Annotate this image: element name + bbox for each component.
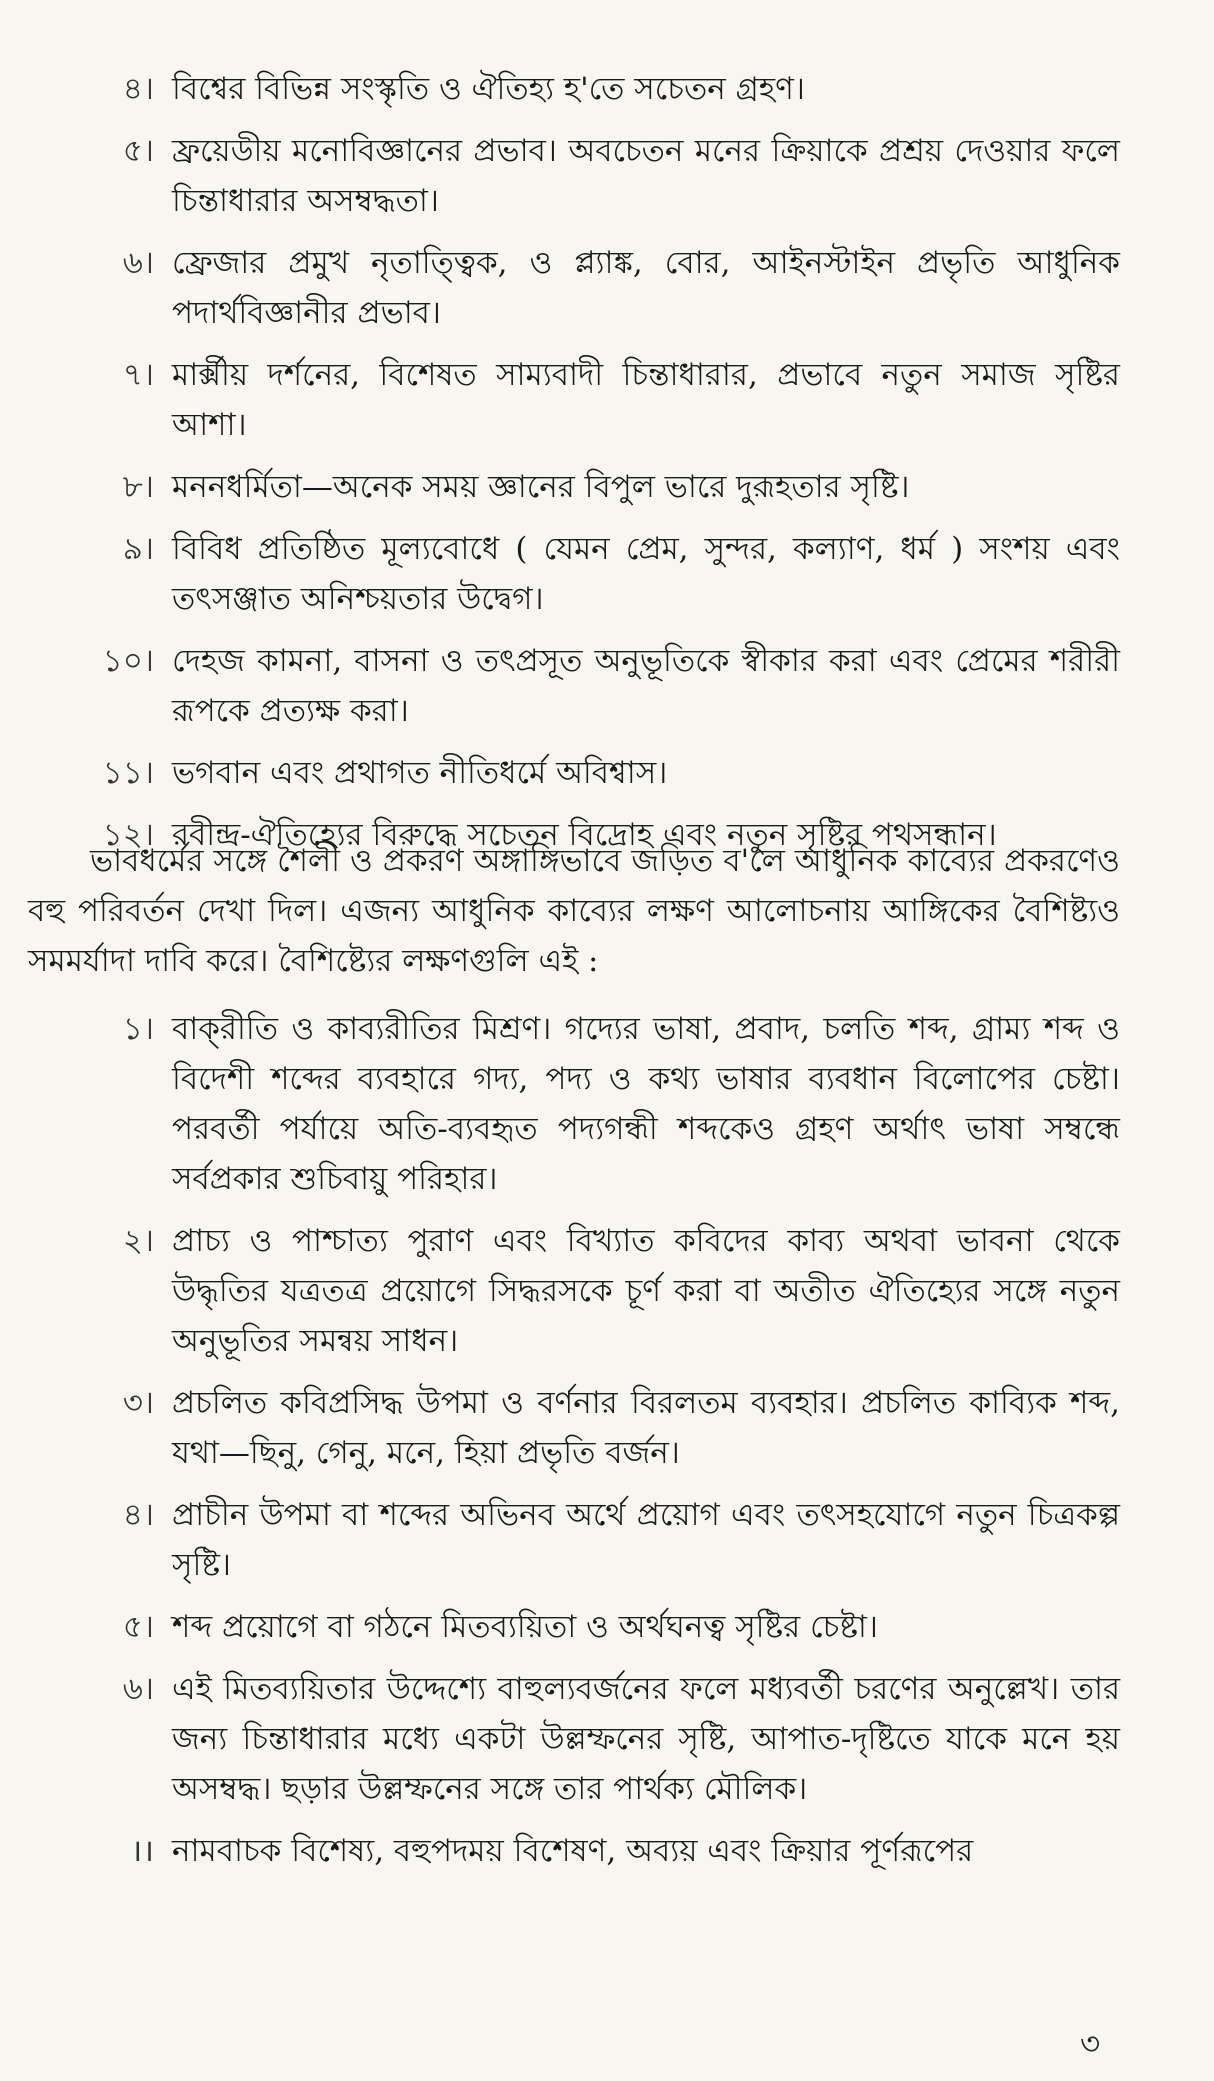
body-paragraph: ভাবধর্মের সঙ্গে শৈলী ও প্রকরণ অঙ্গাঙ্গিভাবে জড়িত ব'লে আধুনিক কাব্যের প্রকরণেও বহু পরিবর্তন দেখা দিল। এজন্য আধুনিক কাব্যের লক্ষণ আলোচনায় আঙ্গিকের বৈশিষ্ট্যও সমমর্যাদা দাবি করে। বৈশিষ্ট্যের লক্ষণগুলি এই : xyxy=(28,843,1120,979)
item-text: ফ্রয়েডীয় মনোবিজ্ঞানের প্রভাব। অবচেতন মনের ক্রিয়াকে প্রশ্রয় দেওয়ার ফলে চিন্তাধারার অসম্বদ্ধতা। xyxy=(172,133,1120,219)
item-number: ২। xyxy=(122,1223,154,1259)
item-number: ১২। xyxy=(102,817,154,853)
item-text: বাক্‌রীতি ও কাব্যরীতির মিশ্রণ। গদ্যের ভাষা, প্রবাদ, চলতি শব্দ, গ্রাম্য শব্দ ও বিদেশী শব্দের ব্যবহারে গদ্য, পদ্য ও কথ্য ভাষার ব্যবধান বিলোপের চেষ্টা। পরবর্তী পর্যায়ে অতি-ব্যবহৃত পদ্যগন্ধী শব্দকেও গ্রহণ অর্থাৎ ভাষা সম্বন্ধে সর্বপ্রকার শুচিবায়ু পরিহার। xyxy=(172,1011,1120,1197)
item-number: ৫। xyxy=(122,133,154,169)
item-number: ৭। xyxy=(122,357,154,393)
item-number: ৫। xyxy=(122,1609,154,1645)
style-list xyxy=(60,1004,1120,1876)
item-number: ১। xyxy=(122,1011,154,1047)
item-number: ৯। xyxy=(122,531,154,567)
item-text: শব্দ প্রয়োগে বা গঠনে মিতব্যয়িতা ও অর্থঘনত্ব সৃষ্টির চেষ্টা। xyxy=(172,1609,879,1645)
list-item xyxy=(60,1490,1120,1590)
item-text: ভগবান এবং প্রথাগত নীতিধর্মে অবিশ্বাস। xyxy=(172,755,668,791)
item-number: ৪। xyxy=(122,71,154,107)
list-item xyxy=(60,64,1120,114)
item-text: নামবাচক বিশেষ্য, বহুপদময় বিশেষণ, অব্যয় এবং ক্রিয়ার পূর্ণরূপের xyxy=(172,1833,974,1869)
item-number: ১০। xyxy=(102,643,154,679)
item-text: বিবিধ প্রতিষ্ঠিত মূল্যবোধে ( যেমন প্রেম, সুন্দর, কল্যাণ, ধর্ম ) সংশয় এবং তৎসঞ্জাত অনিশ্চয়তার উদ্বেগ। xyxy=(172,531,1120,617)
page-number: ৩ xyxy=(1080,2026,1101,2062)
list-item xyxy=(60,238,1120,338)
list-item xyxy=(60,1826,1120,1876)
list-item xyxy=(60,462,1120,512)
list-item xyxy=(60,1602,1120,1652)
list-item xyxy=(60,636,1120,736)
item-number: ৪। xyxy=(122,1497,154,1533)
item-text: ফ্রেজার প্রমুখ নৃতাত্ত্বিক, ও প্ল্যাঙ্ক, বোর, আইনস্টাইন প্রভৃতি আধুনিক পদার্থবিজ্ঞানীর প্রভাব। xyxy=(172,245,1120,331)
item-text: মননধর্মিতা—অনেক সময় জ্ঞানের বিপুল ভারে দুরূহতার সৃষ্টি। xyxy=(172,469,910,505)
list-item xyxy=(60,1004,1120,1204)
item-text: এই মিতব্যয়িতার উদ্দেশ্যে বাহুল্যবর্জনের ফলে মধ্যবর্তী চরণের অনুল্লেখ। তার জন্য চিন্তাধারার মধ্যে একটা উল্লম্ফনের সৃষ্টি, আপাত-দৃষ্টিতে যাকে মনে হয় অসম্বদ্ধ। ছড়ার উল্লম্ফনের সঙ্গে তার পার্থক্য মৌলিক। xyxy=(172,1671,1120,1807)
item-text: রবীন্দ্র-ঐতিহ্যের বিরুদ্ধে সচেতন বিদ্রোহ এবং নতুন সৃষ্টির পথসন্ধান। xyxy=(172,817,997,853)
item-text: দেহজ কামনা, বাসনা ও তৎপ্রসূত অনুভূতিকে স্বীকার করা এবং প্রেমের শরীরী রূপকে প্রত্যক্ষ করা। xyxy=(172,643,1120,729)
item-number: ১১। xyxy=(102,755,154,791)
list-item xyxy=(60,1664,1120,1814)
item-number: ৬। xyxy=(122,245,154,281)
item-number: ৩। xyxy=(122,1385,154,1421)
list-item xyxy=(60,1378,1120,1478)
item-text: প্রাচীন উপমা বা শব্দের অভিনব অর্থে প্রয়োগ এবং তৎসহযোগে নতুন চিত্রকল্প সৃষ্টি। xyxy=(172,1497,1120,1583)
item-text: প্রাচ্য ও পাশ্চাত্য পুরাণ এবং বিখ্যাত কবিদের কাব্য অথবা ভাবনা থেকে উদ্ধৃতির যত্রতত্র প্রয়োগে সিদ্ধরসকে চূর্ণ করা বা অতীত ঐতিহ্যের সঙ্গে নতুন অনুভূতির সমন্বয় সাধন। xyxy=(172,1223,1120,1359)
list-item xyxy=(60,350,1120,450)
item-text: প্রচলিত কবিপ্রসিদ্ধ উপমা ও বর্ণনার বিরলতম ব্যবহার। প্রচলিত কাব্যিক শব্দ, যথা—ছিনু, গেনু, মনে, হিয়া প্রভৃতি বর্জন। xyxy=(172,1385,1120,1471)
list-item xyxy=(60,126,1120,226)
list-item xyxy=(60,524,1120,624)
item-number: ৬। xyxy=(122,1671,154,1707)
feature-list-content xyxy=(60,64,1120,860)
item-text: বিশ্বের বিভিন্ন সংস্কৃতি ও ঐতিহ্য হ'তে সচেতন গ্রহণ। xyxy=(172,71,805,107)
item-number: ৮। xyxy=(122,469,154,505)
list-item xyxy=(60,748,1120,798)
item-number: ।। xyxy=(130,1833,154,1869)
item-text: মার্ক্সীয় দর্শনের, বিশেষত সাম্যবাদী চিন্তাধারার, প্রভাবে নতুন সমাজ সৃষ্টির আশা। xyxy=(172,357,1120,443)
list-item xyxy=(60,1216,1120,1366)
